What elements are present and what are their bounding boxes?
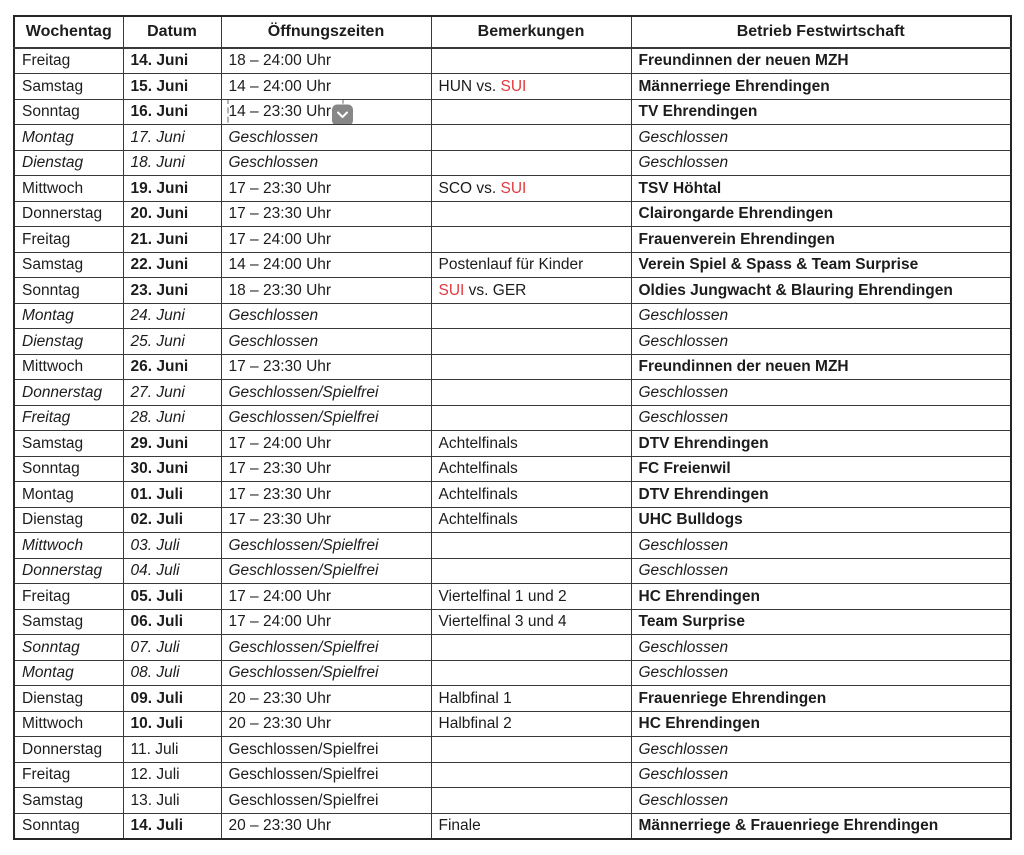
cell-hours: Geschlossen/Spielfrei — [221, 788, 431, 814]
table-row — [14, 227, 1011, 253]
remark-text: Postenlauf für Kinder — [438, 256, 584, 273]
cell-weekday: Sonntag — [14, 278, 123, 304]
table-row — [14, 533, 1011, 559]
cell-date: 17. Juni — [123, 125, 221, 151]
cell-hours: Geschlossen/Spielfrei — [221, 660, 431, 686]
cell-date: 23. Juni — [123, 278, 221, 304]
table-row — [14, 252, 1011, 278]
chevron-down-icon — [337, 111, 348, 118]
table-row — [14, 354, 1011, 380]
cell-date: 08. Juli — [123, 660, 221, 686]
cell-weekday: Dienstag — [14, 507, 123, 533]
cell-date: 29. Juni — [123, 431, 221, 457]
header-wochentag: Wochentag — [14, 16, 123, 48]
cell-operator: FC Freienwil — [631, 456, 1011, 482]
cell-date: 24. Juni — [123, 303, 221, 329]
table-row — [14, 405, 1011, 431]
team-code-highlight: SUI — [500, 77, 527, 95]
cell-remarks — [431, 762, 631, 788]
cell-weekday: Mittwoch — [14, 354, 123, 380]
cell-hours: 14 – 24:00 Uhr — [221, 74, 431, 100]
cell-remarks — [431, 48, 631, 74]
cell-weekday: Freitag — [14, 48, 123, 74]
schedule-table-body — [14, 48, 1011, 839]
cell-operator: Männerriege Ehrendingen — [631, 74, 1011, 100]
table-row — [14, 456, 1011, 482]
cell-hours: 17 – 24:00 Uhr — [221, 609, 431, 635]
cell-remarks — [431, 201, 631, 227]
cell-date: 22. Juni — [123, 252, 221, 278]
cell-remarks — [431, 380, 631, 406]
cell-hours: Geschlossen/Spielfrei — [221, 558, 431, 584]
cell-weekday: Montag — [14, 660, 123, 686]
table-row — [14, 660, 1011, 686]
table-row — [14, 125, 1011, 151]
cell-operator: Geschlossen — [631, 762, 1011, 788]
cell-weekday: Sonntag — [14, 635, 123, 661]
cell-remarks — [431, 99, 631, 125]
cell-weekday: Samstag — [14, 431, 123, 457]
cell-operator: Geschlossen — [631, 380, 1011, 406]
cell-operator: DTV Ehrendingen — [631, 431, 1011, 457]
cell-remarks — [431, 482, 631, 508]
table-row — [14, 788, 1011, 814]
cell-weekday: Dienstag — [14, 686, 123, 712]
cell-date: 09. Juli — [123, 686, 221, 712]
cell-weekday: Samstag — [14, 252, 123, 278]
cell-operator: Geschlossen — [631, 533, 1011, 559]
cell-remarks — [431, 252, 631, 278]
cell-hours: 17 – 23:30 Uhr — [221, 354, 431, 380]
cell-operator: Geschlossen — [631, 303, 1011, 329]
cell-operator: TV Ehrendingen — [631, 99, 1011, 125]
cell-weekday: Mittwoch — [14, 176, 123, 202]
cell-date: 13. Juli — [123, 788, 221, 814]
table-row — [14, 737, 1011, 763]
header-datum: Datum — [123, 16, 221, 48]
cell-date: 19. Juni — [123, 176, 221, 202]
cell-operator: Geschlossen — [631, 660, 1011, 686]
table-row — [14, 99, 1011, 125]
table-row — [14, 176, 1011, 202]
table-row — [14, 431, 1011, 457]
cell-operator: DTV Ehrendingen — [631, 482, 1011, 508]
remark-text: Viertelfinal 1 und 2 — [438, 587, 567, 605]
cell-date: 12. Juli — [123, 762, 221, 788]
table-row — [14, 482, 1011, 508]
cell-hours: 17 – 24:00 Uhr — [221, 431, 431, 457]
cell-hours: 18 – 23:30 Uhr — [221, 278, 431, 304]
table-row — [14, 278, 1011, 304]
cell-operator: Geschlossen — [631, 788, 1011, 814]
cell-remarks — [431, 303, 631, 329]
cell-remarks — [431, 329, 631, 355]
cell-weekday: Donnerstag — [14, 201, 123, 227]
cell-operator: HC Ehrendingen — [631, 711, 1011, 737]
cell-remarks — [431, 635, 631, 661]
cell-hours: Geschlossen — [221, 329, 431, 355]
cell-weekday: Freitag — [14, 762, 123, 788]
cell-hours: Geschlossen/Spielfrei — [221, 380, 431, 406]
text-selection-box[interactable] — [227, 99, 344, 125]
cell-date: 16. Juni — [123, 99, 221, 125]
cell-operator: Team Surprise — [631, 609, 1011, 635]
table-row — [14, 74, 1011, 100]
cell-date: 10. Juli — [123, 711, 221, 737]
cell-remarks — [431, 813, 631, 839]
cell-remarks — [431, 660, 631, 686]
cell-remarks — [431, 278, 631, 304]
table-row — [14, 150, 1011, 176]
remark-text: Achtelfinals — [438, 485, 518, 503]
cell-weekday: Mittwoch — [14, 533, 123, 559]
cell-operator: UHC Bulldogs — [631, 507, 1011, 533]
table-row — [14, 507, 1011, 533]
table-row — [14, 584, 1011, 610]
remark-text: Achtelfinals — [438, 434, 518, 452]
team-code-highlight: SUI — [438, 281, 465, 299]
cell-operator: Geschlossen — [631, 405, 1011, 431]
cell-date: 07. Juli — [123, 635, 221, 661]
table-row — [14, 380, 1011, 406]
cell-hours: 18 – 24:00 Uhr — [221, 48, 431, 74]
cell-date: 27. Juni — [123, 380, 221, 406]
cell-date: 21. Juni — [123, 227, 221, 253]
cell-weekday: Dienstag — [14, 329, 123, 355]
selection-dropdown-button[interactable] — [332, 104, 353, 125]
cell-weekday: Freitag — [14, 584, 123, 610]
table-row — [14, 711, 1011, 737]
cell-date: 04. Juli — [123, 558, 221, 584]
cell-date: 20. Juni — [123, 201, 221, 227]
cell-hours: 17 – 23:30 Uhr — [221, 507, 431, 533]
table-row — [14, 635, 1011, 661]
cell-date: 30. Juni — [123, 456, 221, 482]
cell-remarks — [431, 558, 631, 584]
header-bemerkungen: Bemerkungen — [431, 16, 631, 48]
cell-date: 02. Juli — [123, 507, 221, 533]
cell-date: 11. Juli — [123, 737, 221, 763]
cell-hours: 17 – 23:30 Uhr — [221, 482, 431, 508]
remark-text: SCO vs. — [438, 179, 501, 197]
cell-date: 01. Juli — [123, 482, 221, 508]
cell-weekday: Donnerstag — [14, 558, 123, 584]
cell-remarks — [431, 227, 631, 253]
table-row — [14, 609, 1011, 635]
cell-hours: Geschlossen/Spielfrei — [221, 533, 431, 559]
cell-remarks — [431, 150, 631, 176]
cell-weekday: Donnerstag — [14, 380, 123, 406]
cell-remarks — [431, 584, 631, 610]
cell-operator: Männerriege & Frauenriege Ehrendingen — [631, 813, 1011, 839]
cell-operator: Frauenriege Ehrendingen — [631, 686, 1011, 712]
remark-text: HUN vs. — [438, 77, 501, 95]
cell-date: 14. Juli — [123, 813, 221, 839]
cell-hours — [221, 99, 431, 125]
cell-weekday: Sonntag — [14, 813, 123, 839]
cell-operator: TSV Höhtal — [631, 176, 1011, 202]
cell-weekday: Freitag — [14, 227, 123, 253]
table-row — [14, 762, 1011, 788]
remark-text: Achtelfinals — [438, 460, 518, 477]
cell-weekday: Mittwoch — [14, 711, 123, 737]
cell-date: 18. Juni — [123, 150, 221, 176]
cell-remarks — [431, 507, 631, 533]
header-row — [14, 16, 1011, 48]
cell-hours: 17 – 23:30 Uhr — [221, 201, 431, 227]
cell-hours: Geschlossen/Spielfrei — [221, 405, 431, 431]
cell-operator: Freundinnen der neuen MZH — [631, 48, 1011, 74]
cell-date: 26. Juni — [123, 354, 221, 380]
cell-operator: Geschlossen — [631, 125, 1011, 151]
header-betrieb-festwirtschaft: Betrieb Festwirtschaft — [631, 16, 1011, 48]
cell-operator: Frauenverein Ehrendingen — [631, 227, 1011, 253]
cell-remarks — [431, 788, 631, 814]
remark-text: Finale — [438, 816, 481, 834]
cell-operator: Freundinnen der neuen MZH — [631, 354, 1011, 380]
remark-text: vs. GER — [464, 281, 527, 299]
cell-date: 06. Juli — [123, 609, 221, 635]
table-row — [14, 303, 1011, 329]
cell-remarks — [431, 431, 631, 457]
cell-weekday: Montag — [14, 482, 123, 508]
cell-hours: Geschlossen/Spielfrei — [221, 635, 431, 661]
table-row — [14, 686, 1011, 712]
cell-operator: Geschlossen — [631, 329, 1011, 355]
cell-remarks — [431, 74, 631, 100]
remark-text: Achtelfinals — [438, 511, 518, 528]
cell-remarks — [431, 711, 631, 737]
remark-text: Halbfinal 2 — [438, 715, 512, 732]
cell-hours: 17 – 23:30 Uhr — [221, 176, 431, 202]
cell-remarks — [431, 405, 631, 431]
cell-date: 14. Juni — [123, 48, 221, 74]
cell-remarks — [431, 456, 631, 482]
cell-hours: Geschlossen — [221, 303, 431, 329]
cell-hours: 17 – 24:00 Uhr — [221, 227, 431, 253]
cell-remarks — [431, 354, 631, 380]
cell-remarks — [431, 125, 631, 151]
cell-operator: Geschlossen — [631, 150, 1011, 176]
cell-hours: Geschlossen/Spielfrei — [221, 737, 431, 763]
cell-hours: 17 – 23:30 Uhr — [221, 456, 431, 482]
cell-operator: Geschlossen — [631, 558, 1011, 584]
cell-hours: 20 – 23:30 Uhr — [221, 686, 431, 712]
cell-hours: 17 – 24:00 Uhr — [221, 584, 431, 610]
remark-text: Halbfinal 1 — [438, 689, 512, 707]
cell-weekday: Sonntag — [14, 456, 123, 482]
cell-remarks — [431, 533, 631, 559]
cell-remarks — [431, 609, 631, 635]
cell-hours: 20 – 23:30 Uhr — [221, 813, 431, 839]
cell-hours: Geschlossen — [221, 150, 431, 176]
cell-date: 05. Juli — [123, 584, 221, 610]
cell-weekday: Sonntag — [14, 99, 123, 125]
table-row — [14, 329, 1011, 355]
cell-weekday: Freitag — [14, 405, 123, 431]
cell-remarks — [431, 737, 631, 763]
header-oeffnungszeiten: Öffnungszeiten — [221, 16, 431, 48]
cell-weekday: Samstag — [14, 609, 123, 635]
cell-weekday: Dienstag — [14, 150, 123, 176]
cell-hours: Geschlossen — [221, 125, 431, 151]
cell-hours: Geschlossen/Spielfrei — [221, 762, 431, 788]
cell-hours: 20 – 23:30 Uhr — [221, 711, 431, 737]
cell-remarks — [431, 176, 631, 202]
schedule-table — [13, 15, 1012, 840]
table-header — [14, 16, 1011, 48]
cell-weekday: Donnerstag — [14, 737, 123, 763]
cell-operator: HC Ehrendingen — [631, 584, 1011, 610]
cell-operator: Oldies Jungwacht & Blauring Ehrendingen — [631, 278, 1011, 304]
cell-weekday: Montag — [14, 125, 123, 151]
team-code-highlight: SUI — [500, 179, 527, 197]
cell-weekday: Montag — [14, 303, 123, 329]
cell-operator: Clairongarde Ehrendingen — [631, 201, 1011, 227]
cell-date: 25. Juni — [123, 329, 221, 355]
cell-date: 15. Juni — [123, 74, 221, 100]
cell-remarks — [431, 686, 631, 712]
table-row — [14, 813, 1011, 839]
table-row — [14, 48, 1011, 74]
cell-date: 03. Juli — [123, 533, 221, 559]
cell-operator: Verein Spiel & Spass & Team Surprise — [631, 252, 1011, 278]
table-row — [14, 201, 1011, 227]
cell-weekday: Samstag — [14, 74, 123, 100]
cell-operator: Geschlossen — [631, 635, 1011, 661]
table-row — [14, 558, 1011, 584]
cell-hours: 14 – 24:00 Uhr — [221, 252, 431, 278]
hours-text: 14 – 23:30 Uhr — [228, 103, 332, 120]
cell-weekday: Samstag — [14, 788, 123, 814]
remark-text: Viertelfinal 3 und 4 — [438, 613, 567, 630]
cell-operator: Geschlossen — [631, 737, 1011, 763]
cell-date: 28. Juni — [123, 405, 221, 431]
